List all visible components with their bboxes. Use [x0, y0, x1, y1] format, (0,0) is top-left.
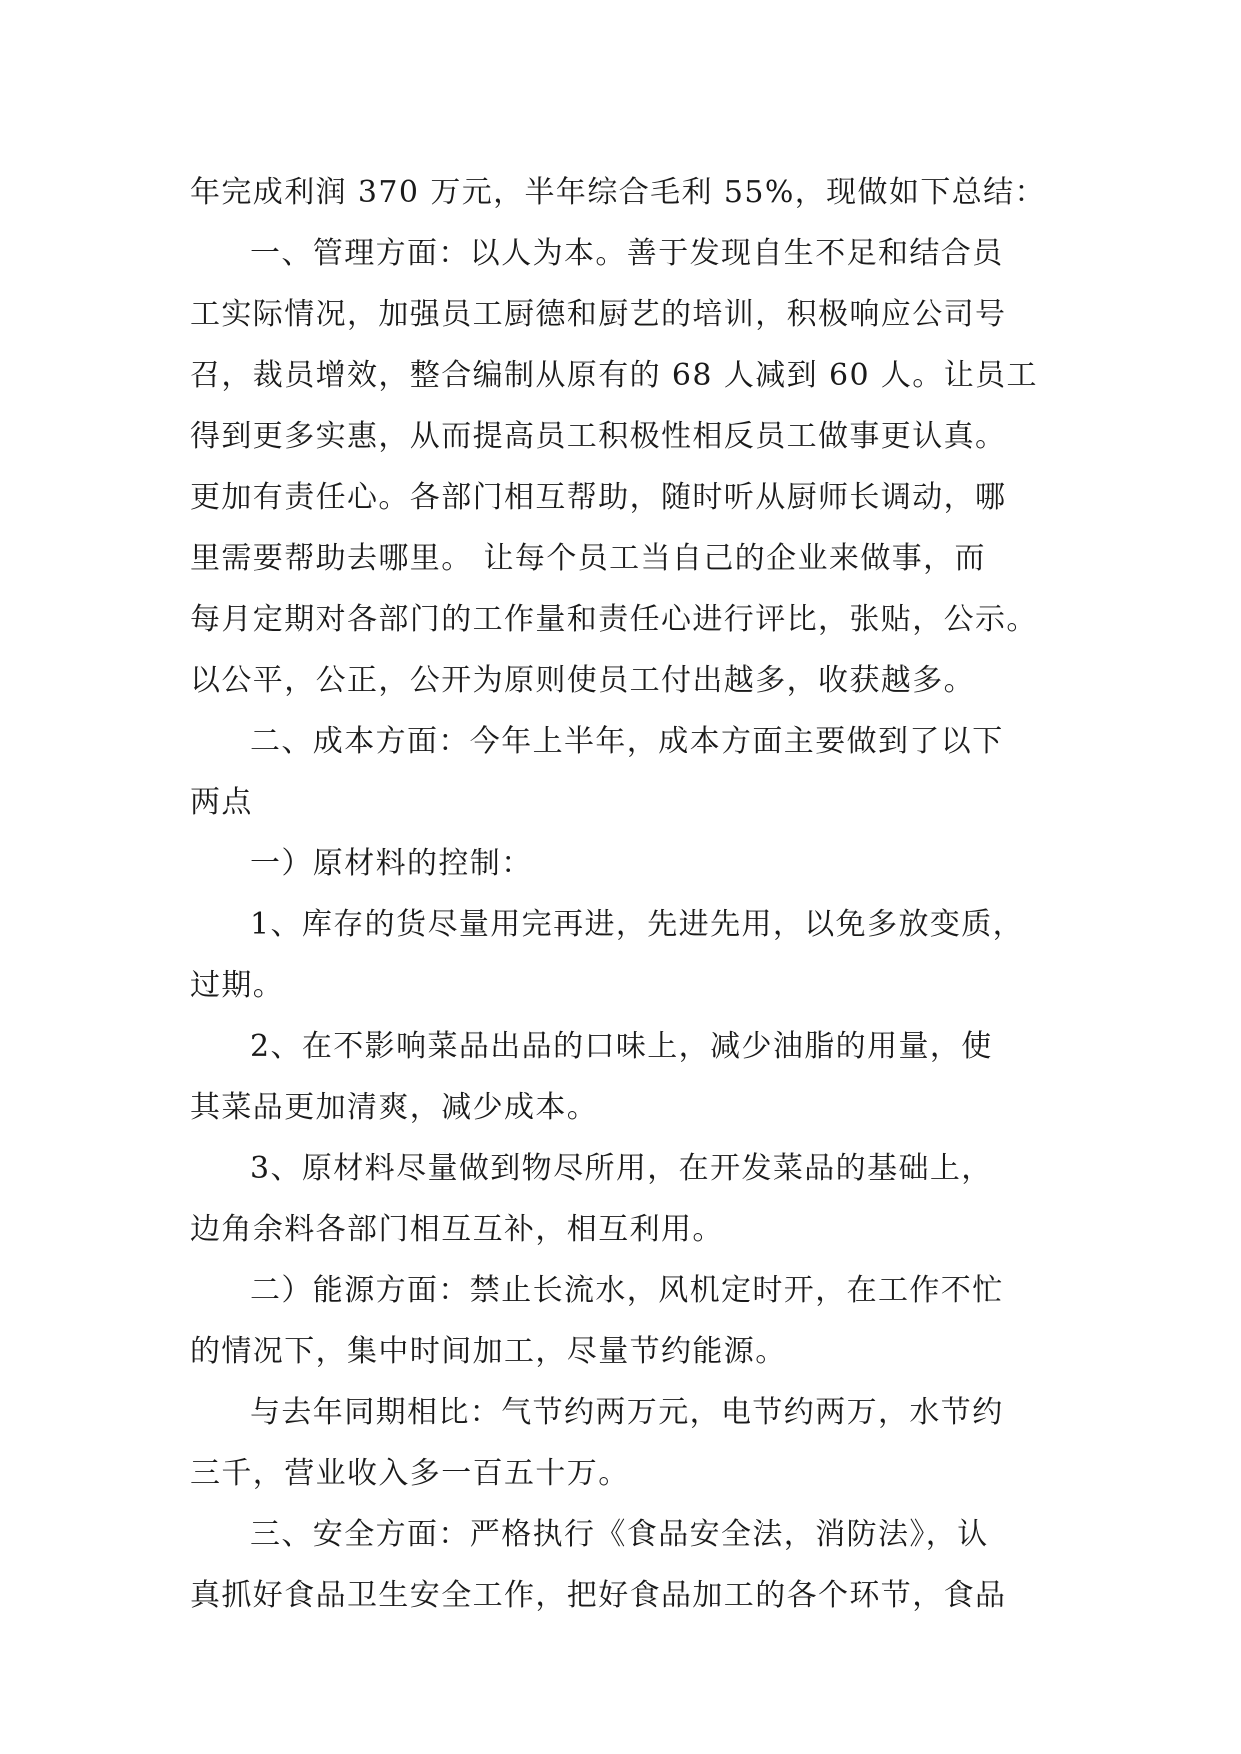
text-line: 一）原材料的控制： [250, 846, 533, 881]
text-line: 真抓好食品卫生安全工作，把好食品加工的各个环节，食品 [190, 1578, 1007, 1613]
text-line: 更加有责任心。各部门相互帮助，随时听从厨师长调动，哪 [190, 480, 1007, 515]
text-line: 每月定期对各部门的工作量和责任心进行评比，张贴，公示。 [190, 602, 1038, 637]
text-line: 二、成本方面：今年上半年，成本方面主要做到了以下 [250, 724, 1004, 759]
text-line: 2、在不影响菜品出品的口味上，减少油脂的用量，使 [250, 1029, 993, 1064]
text-line: 两点 [190, 785, 253, 820]
text-line: 其菜品更加清爽，减少成本。 [190, 1090, 599, 1125]
text-line: 二）能源方面：禁止长流水，风机定时开，在工作不忙 [250, 1273, 1004, 1308]
text-line: 一、管理方面：以人为本。善于发现自生不足和结合员 [250, 236, 1004, 271]
text-line: 三千，营业收入多一百五十万。 [190, 1456, 630, 1491]
text-line: 三、安全方面：严格执行《食品安全法，消防法》，认 [250, 1517, 989, 1552]
text-line: 3、原材料尽量做到物尽所用，在开发菜品的基础上， [250, 1151, 993, 1186]
document-body [190, 162, 1055, 1626]
text-line: 工实际情况，加强员工厨德和厨艺的培训，积极响应公司号 [190, 297, 1007, 332]
text-line: 以公平，公正，公开为原则使员工付出越多，收获越多。 [190, 663, 975, 698]
text-line: 过期。 [190, 968, 285, 1003]
text-line: 边角余料各部门相互互补，相互利用。 [190, 1212, 724, 1247]
text-line: 年完成利润 370 万元，半年综合毛利 55%，现做如下总结： [190, 175, 1046, 210]
text-line: 召，裁员增效，整合编制从原有的 68 人减到 60 人。让员工 [190, 358, 1038, 393]
text-line: 得到更多实惠，从而提高员工积极性相反员工做事更认真。 [190, 419, 1007, 454]
text-line: 1、库存的货尽量用完再进，先进先用，以免多放变质， [250, 907, 1025, 942]
text-line: 与去年同期相比：气节约两万元，电节约两万，水节约 [250, 1395, 1004, 1430]
text-line: 的情况下，集中时间加工，尽量节约能源。 [190, 1334, 787, 1369]
text-line: 里需要帮助去哪里。 让每个员工当自己的企业来做事，而 [190, 541, 986, 576]
